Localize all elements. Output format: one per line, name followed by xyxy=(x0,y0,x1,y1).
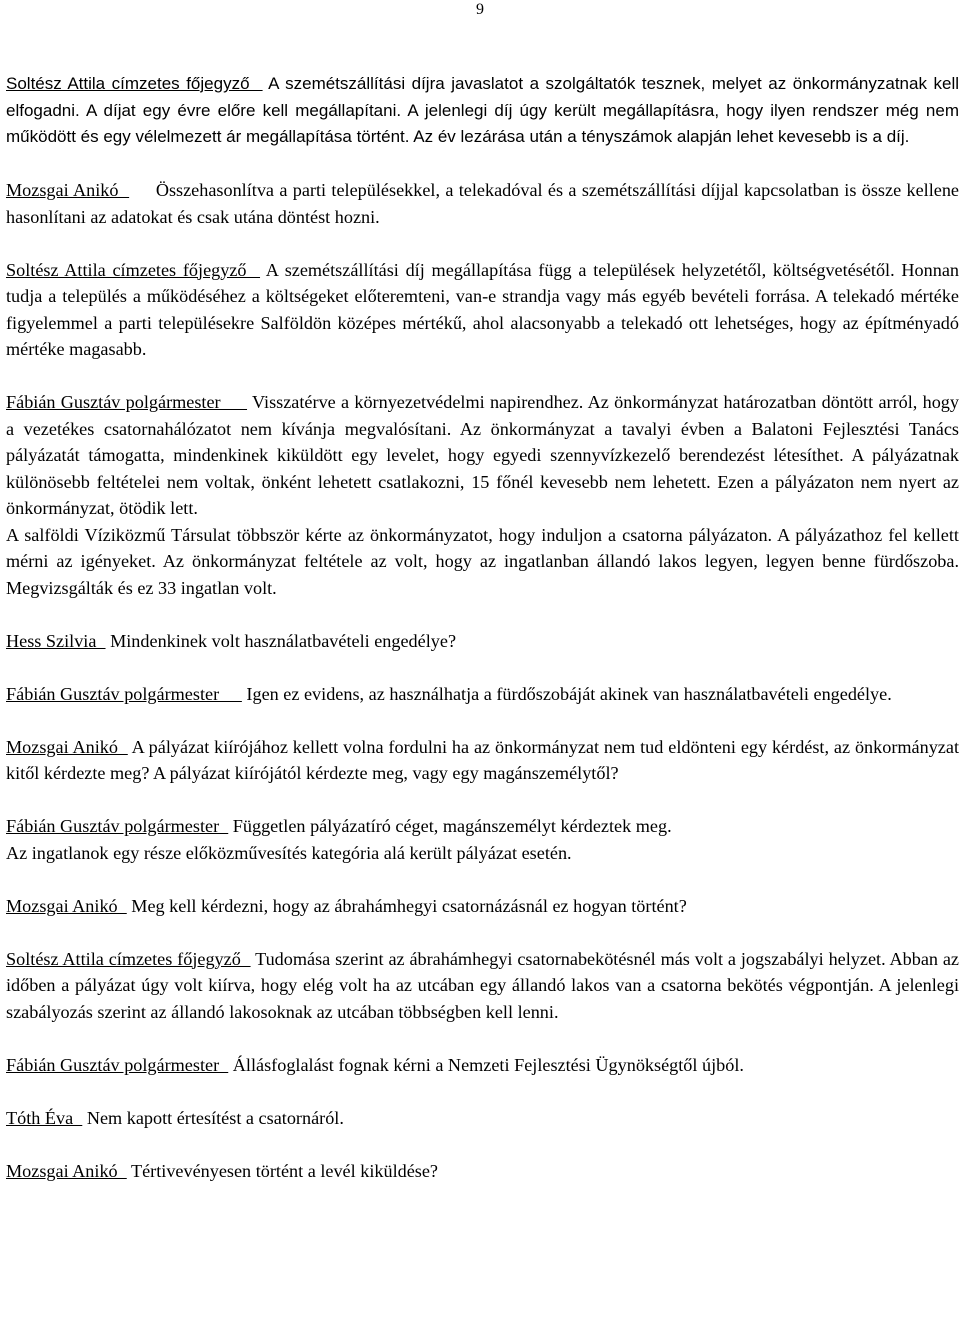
statement-text: Független pályázatíró céget, magánszemélyt kérdeztek meg. xyxy=(228,816,672,836)
statement-paragraph xyxy=(6,522,959,602)
speaker-name: Soltész Attila címzetes főjegyző xyxy=(6,259,261,280)
statement-text: A szemétszállítási díjra javaslatot a szolgáltatók tesznek, melyet az önkormányzatnak kell elfogadni. A díjat egy évre előre kell megállapítani. A jelenlegi díj úgy került megállapításra, hogy ilyen rendszer még nem működött és egy vélelmezett ár megállapítása történt. Az év lezárása után a tényszámok alapján lehet kevesebb is a díj. xyxy=(6,74,959,146)
speaker-name: Mozsgai Anikó xyxy=(6,180,130,200)
statement-paragraph xyxy=(6,734,959,787)
statement-paragraph xyxy=(6,681,959,708)
speaker-name: Fábián Gusztáv polgármester xyxy=(6,1054,229,1075)
meeting-minutes xyxy=(6,71,959,1184)
statement-paragraph xyxy=(6,840,959,867)
statement-paragraph xyxy=(6,813,959,840)
statement-paragraph xyxy=(6,1158,959,1185)
statement-paragraph xyxy=(6,71,959,151)
speaker-name: Hess Szilvia xyxy=(6,630,106,651)
statement-text: Tértivevényesen történt a levél kiküldése? xyxy=(126,1160,439,1181)
statement-text: Meg kell kérdezni, hogy az ábrahámhegyi csatornázásnál ez hogyan történt? xyxy=(126,895,687,916)
statement-paragraph xyxy=(6,946,959,1026)
statement-paragraph xyxy=(6,177,959,230)
statement-text: Mindenkinek volt használatbavételi engedélye? xyxy=(105,630,457,651)
statement-text: Állásfoglalást fognak kérni a Nemzeti Fejlesztési Ügynökségtől újból. xyxy=(228,1054,744,1075)
statement-text: A szemétszállítási díj megállapítása függ a települések helyzetétől, költségvetésétől. Honnan tudja a település a működéséhez a költségeket előteremteni, van-e strandja vagy más egyéb bevételi forrása. A telekadó mértéke figyelemmel a parti településekre Salföldön középes mértékű, ahol alacsonyabb a telekadó ott lehetséges, hogy az építményadó mértéke magasabb. xyxy=(6,259,959,359)
statement-paragraph xyxy=(6,1105,959,1132)
speaker-name: Fábián Gusztáv polgármester xyxy=(6,392,248,412)
statement-text: A salföldi Víziközmű Társulat többször kérte az önkormányzatot, hogy induljon a csatorna pályázaton. A pályázathoz fel kellett mérni az igényeket. Az önkormányzat feltétele az volt, hogy az ingatlanban állandó lakos legyen, legyen benne fürdőszoba. Megvizsgálták és ez 33 ingatlan volt. xyxy=(6,524,959,598)
page-number: 9 xyxy=(476,1,484,18)
statement-text: Igen ez evidens, az használhatja a fürdőszobáját akinek van használatbavételi engedélye. xyxy=(241,683,892,704)
speaker-name: Tóth Éva xyxy=(6,1107,83,1128)
statement-text: Nem kapott értesítést a csatornáról. xyxy=(82,1107,344,1128)
speaker-name: Soltész Attila címzetes főjegyző xyxy=(6,948,251,969)
statement-paragraph xyxy=(6,389,959,522)
speaker-name: Fábián Gusztáv polgármester xyxy=(6,683,242,704)
statement-paragraph xyxy=(6,628,959,655)
statement-paragraph xyxy=(6,893,959,920)
statement-paragraph xyxy=(6,1052,959,1079)
statement-text: Az ingatlanok egy része előközművesítés kategória alá került pályázat esetén. xyxy=(6,842,572,863)
statement-text: Visszatérve a környezetvédelmi napirendhez. Az önkormányzat határozatban döntött arról, hogy a vezetékes csatornahálózatot nem kívánja megvalósítani. Az önkormányzat a tavalyi évben a Balatoni Fejlesztési Tanács pályázatát támogatta, mindenkinek kiküldött egy levelet, hogy egyedi szennyvízkezelő berendezést létesíthet. A pályázatnak különösebb feltételei nem voltak, önként lehetett csatlakozni, 15 főnél kevesebb nem lehetett. Ezen a pályázaton nem nyert az önkormányzat, ötödik lett. xyxy=(6,392,959,518)
statement-text: A pályázat kiírójához kellett volna fordulni ha az önkormányzat nem tud eldönteni egy kérdést, az önkormányzat kitől kérdezte meg? A pályázat kiírójától kérdezte meg, vagy egy magánszemélytől? xyxy=(6,736,959,783)
speaker-name: Mozsgai Anikó xyxy=(6,1160,127,1181)
speaker-name: Mozsgai Anikó xyxy=(6,895,127,916)
speaker-name: Soltész Attila címzetes főjegyző xyxy=(6,74,263,93)
statement-text: Összehasonlítva a parti településekkel, a telekadóval és a szemétszállítási díjjal kapcsolatban is össze kellene hasonlítani az adatokat és csak utána döntést hozni. xyxy=(6,180,959,227)
speaker-name: Fábián Gusztáv polgármester xyxy=(6,816,229,836)
statement-text: Tudomása szerint az ábrahámhegyi csatornabekötésnél más volt a jogszabályi helyzet. Abban az időben a pályázat úgy volt kiírva, hogy elég volt ha az utcában egy állandó lakos van a csatorna bekötés végpontján. A jelenlegi szabályozás szerint az állandó lakosoknak az utcában többségben kell lenni. xyxy=(6,948,959,1022)
statement-paragraph xyxy=(6,257,959,363)
speaker-name: Mozsgai Anikó xyxy=(6,736,128,757)
